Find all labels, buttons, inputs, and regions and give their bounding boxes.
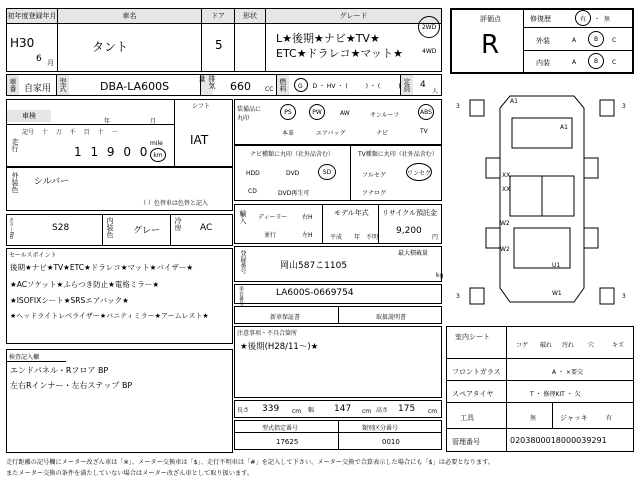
km-circle: km <box>150 148 166 162</box>
interior-color-value: グレー <box>133 226 161 236</box>
height-unit: cm <box>428 408 438 415</box>
mileage-label: 走行 <box>11 138 19 152</box>
equipment-label: 装備品に丸印 <box>237 106 262 122</box>
model-label: 型式 <box>57 75 69 95</box>
length-value: 339 <box>262 404 280 414</box>
room-item-3: 汚れ <box>562 342 575 349</box>
spare-value: T ・ 修理KIT ・ 欠 <box>530 391 581 398</box>
repair-label: 修復歴 <box>530 15 551 23</box>
tools-value: 無 <box>530 415 537 422</box>
ac-value: AC <box>200 223 213 233</box>
class-no-value: 0010 <box>382 438 400 446</box>
spare-label: スペアタイヤ <box>452 390 494 398</box>
nav-cd: CD <box>248 188 257 195</box>
sales-line-1: 後期★ナビ★TV★ETC★ドラレコ★マット★バイザー★ <box>10 263 194 272</box>
interior-c: C <box>612 59 617 66</box>
fuel-label: 燃料 <box>277 75 289 95</box>
month-unit: 月 <box>47 59 54 67</box>
chassis-value: LA600S-0669754 <box>276 288 354 298</box>
car-name-label: 車名 <box>58 9 201 23</box>
ac-label: 冷房 <box>174 217 182 231</box>
color-no-label: カラーNo <box>8 217 14 239</box>
interior-color-label: 内装色 <box>106 217 114 238</box>
diagram-w1: W1 <box>552 290 562 297</box>
length-unit: cm <box>292 408 302 415</box>
diagram-a1-top: A1 <box>510 98 518 105</box>
height-value: 175 <box>398 404 416 414</box>
recycle-value: 9,200 <box>396 226 422 236</box>
color-no-value: S28 <box>52 223 70 233</box>
nav-dvd: DVD <box>286 170 300 177</box>
manual-label: 取扱説明書 <box>376 314 407 321</box>
color-no-row <box>6 214 233 246</box>
sales-line-4: ★ヘッドライトレベライザー★バニティミラー★アームレスト★ <box>10 312 209 320</box>
month-unit-2: 月 <box>150 118 157 125</box>
room-label: 室内シート <box>455 333 490 341</box>
jack-label: ジャッキ <box>560 414 588 422</box>
inspector-label: 検査記入欄 <box>9 354 40 361</box>
mgmt-label: 管理番号 <box>452 438 480 446</box>
displacement-label: 排気量 <box>201 75 213 95</box>
exterior-b: B <box>588 31 604 47</box>
grade-line2: ETC★ドラレコ★マット★ <box>276 47 403 60</box>
footer-line-2: またメーター交換の条件を満たしていない場合はメーター改ざん車として取り扱います。 <box>6 470 254 477</box>
capacity-value: 4 <box>420 80 426 90</box>
equip-abs: ABS <box>418 104 434 120</box>
equip-airbag: エアバッグ <box>316 130 346 137</box>
fuel-options: G ・ D ・ HV ・ ( ) ・ ( ) <box>298 83 401 90</box>
year-unit: 年 <box>104 118 111 125</box>
car-outline-svg <box>450 78 634 320</box>
model-year-label: モデル年式 <box>334 209 369 217</box>
mgmt-value: 0203800018000039291 <box>510 436 607 445</box>
tv-analog: アナログ <box>362 190 387 197</box>
height-label: 高さ <box>376 407 389 414</box>
drive-4wd: 4WD <box>422 48 437 55</box>
warranty-label: 新車保証書 <box>270 314 301 321</box>
notes-value: ★後期(H28/11〜)★ <box>240 342 319 352</box>
model-year-value: 平成 年 不明 <box>330 234 379 241</box>
equip-pw: PW <box>309 104 325 120</box>
shape-label: 形状 <box>235 9 265 23</box>
exterior-label: 外装 <box>536 37 550 45</box>
color-label: 外装色 <box>11 172 19 193</box>
type-no-label: 型式指定番号 <box>262 425 299 432</box>
eval-label: 評価点 <box>480 15 501 23</box>
width-value: 147 <box>334 404 352 414</box>
grade-label: グレード <box>266 9 441 23</box>
displacement-value: 660 <box>230 80 251 93</box>
model-value: DBA-LA600S <box>100 80 170 93</box>
chassis-label: 車台番号 <box>238 286 244 306</box>
equip-ps: PS <box>280 104 296 120</box>
color-note: （ ）色替車は色替と記入 <box>140 200 208 207</box>
exterior-a: A <box>572 37 577 44</box>
shift-label: シフト <box>192 103 211 110</box>
repair-no: 無 <box>604 16 611 23</box>
diagram-xx-2: XX <box>502 186 511 193</box>
reg-number-value: 岡山587こ1105 <box>280 261 348 271</box>
nav-sd: SD <box>318 164 336 180</box>
grade-line1: L★後期★ナビ★TV★ <box>276 32 380 45</box>
mile-label: mile <box>150 140 163 147</box>
diagram-a1-side: A1 <box>560 124 568 131</box>
exterior-c: C <box>612 37 617 44</box>
interior-b: B <box>588 53 604 69</box>
equip-sunroof: サンルーフ <box>370 112 400 119</box>
jack-value: 有 <box>606 415 613 422</box>
cc-unit: CC <box>265 86 274 93</box>
tv-label: TV種類に丸印（社外品含む） <box>358 151 438 158</box>
equip-aw: AW <box>340 110 350 117</box>
mileage-digits: 1 1 9 0 0 <box>74 145 148 159</box>
equip-tv: TV <box>420 128 428 135</box>
svg-text:3: 3 <box>456 293 460 300</box>
interior-label: 内装 <box>536 59 550 67</box>
nav-hdd: HDD <box>246 170 260 177</box>
room-item-4: 穴 <box>588 342 595 349</box>
import-dealer: ディーラー <box>258 214 288 221</box>
inspector-line-2: 左右Rインナー・左右ステップ BP <box>10 381 133 390</box>
tv-oneseg: ワンセグ <box>406 163 432 181</box>
car-name-value: タント <box>92 40 129 54</box>
capacity-unit: 人 <box>432 88 439 95</box>
room-item-2: 破れ <box>540 342 553 349</box>
color-value: シルバー <box>34 177 70 187</box>
room-item-1: コゲ <box>516 342 529 349</box>
glass-value: A ・ ×要交 <box>552 369 583 376</box>
notes-label: 注意事項・不具合箇所 <box>237 330 298 337</box>
max-load-label: 最大積載量 <box>398 250 429 257</box>
capacity-label: 定員 <box>401 75 413 95</box>
svg-text:3: 3 <box>622 293 626 300</box>
recycle-unit: 円 <box>432 234 439 241</box>
equipment-block <box>234 99 442 145</box>
reg-year-value: H30 <box>10 36 35 50</box>
kg-unit: kg <box>436 272 444 279</box>
import-right: 右H <box>302 214 313 221</box>
glass-label: フロントガラス <box>452 368 501 376</box>
reg-month-value: 6 <box>36 54 42 64</box>
equip-navi: ナビ <box>376 130 389 137</box>
sales-label: セールスポイント <box>9 252 57 259</box>
inspector-line-1: エンドパネル・Rフロア BP <box>10 366 109 375</box>
tools-label: 工具 <box>460 414 474 422</box>
use-value: 自家用 <box>24 84 52 94</box>
reg-no-label: 車番 <box>7 75 19 95</box>
width-unit: cm <box>362 408 372 415</box>
svg-text:3: 3 <box>456 103 460 110</box>
import-label: 輸入 <box>239 210 247 224</box>
eval-value: R <box>481 30 500 60</box>
class-no-label: 類別区分番号 <box>362 425 399 432</box>
tv-fullseg: フルセグ <box>362 172 386 179</box>
footer-line-1: 走行距離の記号欄にメーター改ざん車は「※」、メーター交換車は「$」、走行不明車は「#」を記入して下さい。メーター交換で合算表示した場合にも「$」は必要となります。 <box>6 459 494 466</box>
repair-sep: ・ <box>594 16 601 23</box>
doors-value: 5 <box>215 38 223 52</box>
room-item-5: キズ <box>612 342 624 349</box>
nav-dvd-play: DVD再生可 <box>278 190 310 197</box>
drive-2wd: 2WD <box>418 16 440 38</box>
shift-value: IAT <box>190 133 209 147</box>
length-label: 長さ <box>237 407 250 414</box>
width-label: 幅 <box>308 407 315 414</box>
diagram-xx-1: XX <box>502 172 511 179</box>
reg-year-label: 初年度登録年月 <box>7 9 57 23</box>
import-left: 左H <box>302 232 313 239</box>
diagram-u1: U1 <box>552 262 561 269</box>
repair-yes: 有 <box>575 10 591 26</box>
recycle-label: リサイクル預託金 <box>382 209 438 217</box>
equip-leather: 本革 <box>282 130 295 137</box>
digits-label: 記号 十 万 千 百 十 一 <box>22 129 118 136</box>
sales-line-3: ★ISOFIXシート★SRSエアバック★ <box>10 296 129 305</box>
interior-a: A <box>572 59 577 66</box>
import-parallel: 並行 <box>264 232 277 239</box>
reg-number-label: 登録番号 <box>239 250 246 274</box>
diagram-w2-2: W2 <box>500 246 510 253</box>
svg-text:3: 3 <box>622 103 626 110</box>
diagram-w2-1: W2 <box>500 220 510 227</box>
nav-label: ナビ種類に丸印（社外品含む） <box>250 151 335 158</box>
car-diagram <box>450 78 634 320</box>
sales-line-2: ★ACソケット★ふらつき防止★電格ミラー★ <box>10 280 160 289</box>
doors-label: ドア <box>202 9 234 23</box>
type-no-value: 17625 <box>276 438 299 446</box>
car-no-label: 車検 <box>7 110 51 122</box>
